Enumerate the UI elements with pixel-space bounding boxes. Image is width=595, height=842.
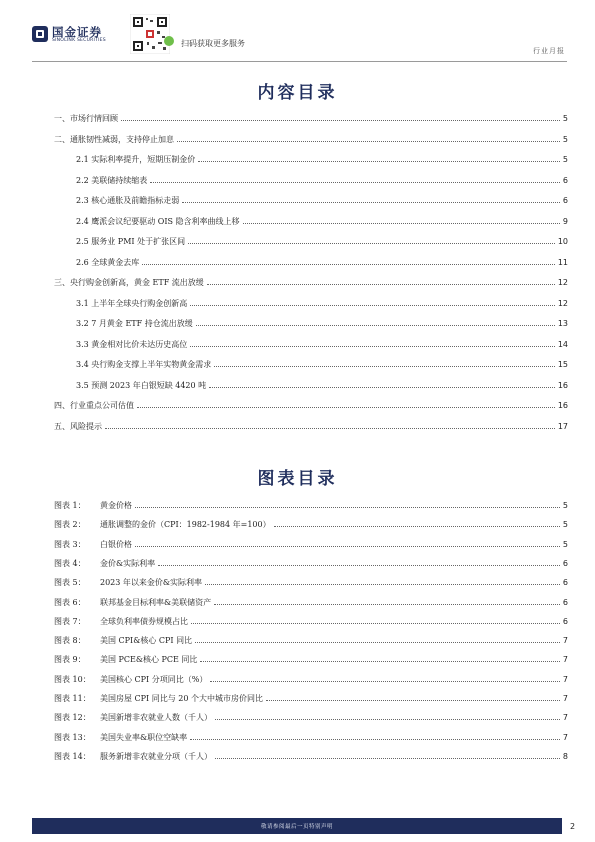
- toc-entry[interactable]: [76, 216, 568, 230]
- qr-caption: 扫码获取更多服务: [181, 39, 245, 48]
- dot-leader: [210, 674, 560, 682]
- toc-entry[interactable]: [76, 154, 568, 168]
- figure-title: 白银价格: [100, 539, 132, 549]
- dot-leader: [214, 597, 560, 605]
- toc-entry-page: 6: [562, 616, 568, 626]
- toc-entry[interactable]: [54, 597, 568, 611]
- toc-entry-label: 2.6 全球黄金去库: [76, 257, 140, 267]
- toc-entry-page: 5: [562, 501, 568, 510]
- figure-number: 图表 5：: [54, 578, 86, 588]
- toc-entry-page: 6: [562, 578, 568, 588]
- toc-entry-label: [54, 654, 197, 665]
- toc-entry-label: 3.1 上半年全球央行购金创新高: [76, 298, 188, 308]
- dot-leader: [158, 558, 560, 566]
- toc-entry-page: 6: [562, 175, 568, 185]
- toc-entry-label: [54, 539, 132, 550]
- company-logo: [32, 24, 122, 46]
- toc-entry-page: 8: [562, 751, 568, 761]
- dot-leader: [121, 113, 560, 121]
- toc-entry-page: 13: [557, 319, 568, 328]
- dot-leader: [266, 693, 560, 701]
- figure-number: 图表 7：: [54, 616, 86, 626]
- sinolink-logo-icon: [32, 26, 48, 42]
- toc-title: 内容目录: [257, 83, 338, 103]
- toc-entry-label: 2.5 服务业 PMI 处于扩张区间: [76, 237, 186, 246]
- toc-entry[interactable]: [76, 339, 568, 353]
- toc-entry-page: 14: [557, 339, 568, 349]
- dot-leader: [191, 616, 560, 624]
- toc-entry-label: 五、风险提示: [54, 421, 102, 431]
- toc-entry-page: 12: [557, 278, 568, 287]
- dot-leader: [209, 380, 555, 388]
- figure-number: 图表 13：: [54, 732, 91, 742]
- dot-leader: [274, 519, 560, 527]
- toc-entry-label: [54, 519, 271, 530]
- figure-number: 图表 10：: [54, 674, 91, 684]
- toc-entry[interactable]: [54, 693, 568, 707]
- toc-entry[interactable]: [54, 654, 568, 668]
- dot-leader: [243, 216, 560, 224]
- toc-entry[interactable]: [54, 751, 568, 765]
- toc-entry-label: [54, 616, 188, 627]
- toc-entry[interactable]: [54, 732, 568, 746]
- toc-entry-page: 7: [562, 732, 568, 742]
- toc-entry[interactable]: [54, 635, 568, 649]
- toc-entry-page: 7: [562, 713, 568, 723]
- dot-leader: [182, 195, 560, 203]
- toc-entry-label: [54, 751, 212, 762]
- toc-entry-label: [54, 674, 207, 685]
- dot-leader: [150, 175, 560, 183]
- toc-entry[interactable]: [54, 712, 568, 726]
- figure-title: 通胀调整的金价（CPI：1982-1984 年=100）: [100, 520, 271, 530]
- page-header: [0, 0, 595, 66]
- toc-entry-page: 5: [562, 520, 568, 530]
- figure-title: 联邦基金目标利率&美联储资产: [100, 597, 212, 607]
- figure-number: 图表 8：: [54, 636, 86, 646]
- toc-entry[interactable]: [76, 318, 568, 332]
- toc-entry[interactable]: [54, 113, 568, 127]
- toc-entry-label: 3.2 7 月黄金 ETF 持仓流出放缓: [76, 319, 193, 328]
- figure-number: 图表 11：: [54, 694, 91, 703]
- figure-title: 美国核心 CPI 分项同比（%）: [100, 674, 208, 684]
- toc-entry-page: 7: [562, 636, 568, 646]
- dot-leader: [195, 635, 560, 643]
- toc-entry-label: 三、央行购金创新高，黄金 ETF 流出放缓: [54, 278, 204, 287]
- toc-entry[interactable]: [54, 277, 568, 291]
- toc-entry[interactable]: [54, 558, 568, 572]
- dot-leader: [135, 539, 560, 547]
- page-number: 2: [570, 822, 576, 831]
- toc-entry-page: 11: [557, 257, 568, 267]
- toc-entry-label: 2.3 核心通胀及前瞻指标走弱: [76, 196, 180, 205]
- figure-number: 图表 12：: [54, 713, 91, 723]
- toc-entry[interactable]: [54, 134, 568, 148]
- toc-entry[interactable]: [54, 539, 568, 553]
- figure-title: 美国新增非农就业人数（千人）: [100, 713, 212, 723]
- toc-entry-label: [54, 732, 187, 743]
- dot-leader: [200, 654, 559, 662]
- dot-leader: [214, 359, 555, 367]
- toc-entry-label: [54, 635, 192, 646]
- toc-entry[interactable]: [54, 500, 568, 514]
- footer-disclaimer: 敬请参阅最后一页特别声明: [260, 824, 333, 830]
- toc-entry-page: 6: [562, 597, 568, 607]
- figure-title: 金价&实际利率: [100, 558, 156, 568]
- figure-title: 黄金价格: [100, 501, 132, 510]
- toc-entry-label: 2.2 美联储持续缩表: [76, 175, 148, 185]
- toc-entry-page: 6: [562, 196, 568, 205]
- toc-entry-page: 16: [557, 401, 568, 410]
- dot-leader: [190, 732, 560, 740]
- dot-leader: [190, 339, 555, 347]
- figure-number: 图表 3：: [54, 539, 86, 549]
- dot-leader: [196, 318, 555, 326]
- toc-entry-page: 5: [562, 114, 568, 123]
- toc-entry[interactable]: [54, 616, 568, 630]
- figure-number: 图表 2：: [54, 520, 86, 530]
- document-type: 行业月报: [533, 47, 565, 55]
- brand-name-cn: 国金证券: [52, 25, 102, 39]
- toc-entry-label: 3.5 预测 2023 年白银短缺 4420 吨: [76, 380, 207, 390]
- figure-title: 美国房屋 CPI 同比与 20 个大中城市房价同比: [100, 694, 264, 703]
- toc-entry-label: 四、行业重点公司估值: [54, 401, 134, 410]
- figure-title: 美国失业率&职位空缺率: [100, 732, 188, 742]
- figure-number: 图表 9：: [54, 655, 86, 665]
- toc-entry-label: [54, 577, 202, 588]
- toc-entry-label: 一、市场行情回顾: [54, 114, 118, 123]
- toc-entry-label: 二、通胀韧性减弱，支持停止加息: [54, 134, 174, 144]
- toc-entry-page: 15: [557, 360, 568, 369]
- figure-title: 美国 PCE&核心 PCE 同比: [100, 655, 198, 665]
- toc-entry-label: 3.4 央行购金支撑上半年实物黄金需求: [76, 360, 212, 369]
- dot-leader: [198, 154, 560, 162]
- toc-entry-page: 5: [562, 155, 568, 164]
- figure-title: 美国 CPI&核心 CPI 同比: [100, 636, 193, 646]
- toc-entry[interactable]: [76, 257, 568, 271]
- toc-entry[interactable]: [76, 195, 568, 209]
- dot-leader: [215, 751, 560, 759]
- dot-leader: [135, 500, 560, 508]
- toc-entry-page: 9: [562, 216, 568, 226]
- header-divider: [32, 61, 567, 62]
- figure-number: 图表 1：: [54, 501, 86, 510]
- dot-leader: [105, 421, 555, 429]
- figure-number: 图表 6：: [54, 597, 86, 607]
- dot-leader: [207, 277, 555, 285]
- dot-leader: [215, 712, 560, 720]
- dot-leader: [137, 400, 555, 408]
- dot-leader: [190, 298, 555, 306]
- toc-entry[interactable]: [54, 674, 568, 688]
- toc-entry[interactable]: [76, 359, 568, 373]
- toc-entry-page: 7: [562, 655, 568, 665]
- dot-leader: [177, 134, 560, 142]
- toc-entry[interactable]: [54, 519, 568, 533]
- toc-entry-label: [54, 500, 132, 511]
- figure-title: 2023 年以来金价&实际利率: [100, 578, 203, 588]
- figure-title: 服务新增非农就业分项（千人）: [100, 751, 212, 761]
- figure-number: 图表 14：: [54, 751, 91, 761]
- figure-list-title: 图表目录: [257, 469, 338, 489]
- toc-entry[interactable]: [54, 421, 568, 435]
- dot-leader: [188, 236, 555, 244]
- figure-title: 全球负利率债券规模占比: [100, 616, 188, 626]
- toc-entry[interactable]: [54, 400, 568, 414]
- toc-entry-page: 7: [562, 694, 568, 703]
- toc-entry-page: 6: [562, 558, 568, 568]
- page-footer: [0, 816, 595, 842]
- toc-entry-page: 10: [557, 237, 568, 246]
- wechat-badge-icon: [164, 36, 174, 46]
- figure-number: 图表 4：: [54, 558, 86, 568]
- toc-entry-page: 5: [562, 539, 568, 549]
- toc-entry-page: 16: [557, 380, 568, 390]
- toc-entry-label: 2.1 实际利率提升，短期压制金价: [76, 155, 196, 164]
- toc-entry[interactable]: [54, 577, 568, 591]
- dot-leader: [205, 577, 560, 585]
- toc-entry-label: [54, 712, 212, 723]
- toc-entry[interactable]: [76, 236, 568, 250]
- toc-entry-label: 3.3 黄金相对比价未达历史高位: [76, 339, 188, 349]
- toc-entry-label: [54, 597, 211, 608]
- toc-entry[interactable]: [76, 298, 568, 312]
- toc-entry-page: 5: [562, 134, 568, 144]
- toc-entry-label: 2.4 鹰派会议纪要驱动 OIS 隐含利率曲线上移: [76, 216, 240, 226]
- toc-entry-label: [54, 558, 155, 569]
- brand-name-en: SINOLINK SECURITIES: [52, 38, 106, 43]
- toc-entry[interactable]: [76, 380, 568, 394]
- qr-code-icon[interactable]: [130, 14, 170, 54]
- toc-entry-label: [54, 693, 263, 704]
- toc-entry-page: 7: [562, 674, 568, 684]
- toc-entry-page: 12: [557, 298, 568, 308]
- toc-entry[interactable]: [76, 175, 568, 189]
- toc-entry-page: 17: [557, 421, 568, 431]
- dot-leader: [142, 257, 555, 265]
